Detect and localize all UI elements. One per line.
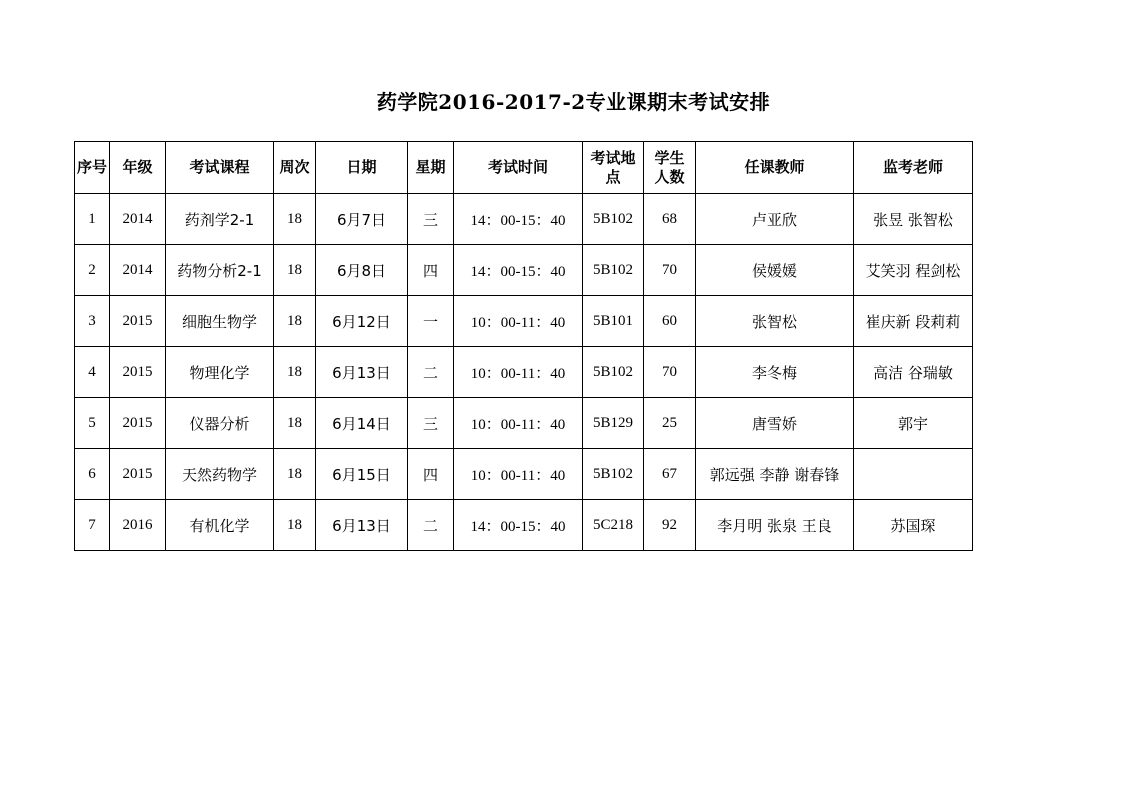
table-row: [75, 449, 973, 500]
cell-course: 天然药物学: [166, 449, 274, 500]
cell-students: 70: [644, 347, 696, 398]
cell-students: 25: [644, 398, 696, 449]
table-row: [75, 296, 973, 347]
cell-teacher: 卢亚欣: [696, 194, 854, 245]
cell-date: 6月13日: [316, 347, 408, 398]
cell-teacher: 唐雪娇: [696, 398, 854, 449]
cell-seq: 5: [75, 398, 110, 449]
exam-schedule-table: [74, 141, 973, 551]
cell-proctor: 艾笑羽 程剑松: [854, 245, 973, 296]
cell-course: 细胞生物学: [166, 296, 274, 347]
cell-students: 68: [644, 194, 696, 245]
header-location: 考试地 点: [583, 142, 644, 194]
cell-weekday: 二: [408, 347, 454, 398]
cell-grade: 2015: [110, 449, 166, 500]
cell-proctor: 苏国琛: [854, 500, 973, 551]
cell-seq: 4: [75, 347, 110, 398]
cell-grade: 2015: [110, 347, 166, 398]
table-row: [75, 500, 973, 551]
table-row: [75, 194, 973, 245]
cell-time: 10：00-11：40: [454, 347, 583, 398]
cell-teacher: 郭远强 李静 谢春锋: [696, 449, 854, 500]
cell-week: 18: [274, 194, 316, 245]
cell-proctor: 崔庆新 段莉莉: [854, 296, 973, 347]
cell-week: 18: [274, 347, 316, 398]
table-row: [75, 398, 973, 449]
cell-grade: 2015: [110, 398, 166, 449]
cell-time: 10：00-11：40: [454, 449, 583, 500]
cell-time: 10：00-11：40: [454, 296, 583, 347]
table-row: [75, 347, 973, 398]
cell-week: 18: [274, 500, 316, 551]
cell-time: 14：00-15：40: [454, 245, 583, 296]
header-grade: 年级: [110, 142, 166, 194]
cell-teacher: 侯媛媛: [696, 245, 854, 296]
cell-students: 92: [644, 500, 696, 551]
cell-students: 60: [644, 296, 696, 347]
cell-location: 5B102: [583, 449, 644, 500]
cell-location: 5B129: [583, 398, 644, 449]
cell-grade: 2014: [110, 245, 166, 296]
header-week: 周次: [274, 142, 316, 194]
cell-date: 6月7日: [316, 194, 408, 245]
cell-course: 药物分析2-1: [166, 245, 274, 296]
cell-course: 有机化学: [166, 500, 274, 551]
cell-time: 14：00-15：40: [454, 194, 583, 245]
cell-students: 70: [644, 245, 696, 296]
cell-location: 5B101: [583, 296, 644, 347]
cell-grade: 2016: [110, 500, 166, 551]
cell-seq: 6: [75, 449, 110, 500]
table-row: [75, 245, 973, 296]
cell-course: 药剂学2-1: [166, 194, 274, 245]
header-proctor: 监考老师: [854, 142, 973, 194]
header-seq: 序号: [75, 142, 110, 194]
cell-date: 6月14日: [316, 398, 408, 449]
cell-weekday: 三: [408, 194, 454, 245]
cell-teacher: 李月明 张泉 王良: [696, 500, 854, 551]
header-students: 学生 人数: [644, 142, 696, 194]
cell-time: 14：00-15：40: [454, 500, 583, 551]
cell-students: 67: [644, 449, 696, 500]
header-course: 考试课程: [166, 142, 274, 194]
cell-seq: 1: [75, 194, 110, 245]
cell-proctor: 高洁 谷瑞敏: [854, 347, 973, 398]
cell-location: 5B102: [583, 194, 644, 245]
cell-date: 6月13日: [316, 500, 408, 551]
cell-location: 5C218: [583, 500, 644, 551]
table-header-row: [75, 142, 973, 194]
cell-proctor: [854, 449, 973, 500]
header-teacher: 任课教师: [696, 142, 854, 194]
cell-date: 6月12日: [316, 296, 408, 347]
cell-week: 18: [274, 449, 316, 500]
cell-week: 18: [274, 398, 316, 449]
cell-weekday: 一: [408, 296, 454, 347]
cell-course: 仪器分析: [166, 398, 274, 449]
header-weekday: 星期: [408, 142, 454, 194]
cell-teacher: 李冬梅: [696, 347, 854, 398]
cell-week: 18: [274, 296, 316, 347]
page-title: 药学院2016-2017-2专业课期末考试安排: [376, 90, 771, 114]
cell-seq: 2: [75, 245, 110, 296]
cell-seq: 3: [75, 296, 110, 347]
header-date: 日期: [316, 142, 408, 194]
cell-date: 6月15日: [316, 449, 408, 500]
cell-time: 10：00-11：40: [454, 398, 583, 449]
cell-location: 5B102: [583, 245, 644, 296]
cell-proctor: 郭宇: [854, 398, 973, 449]
cell-course: 物理化学: [166, 347, 274, 398]
cell-weekday: 三: [408, 398, 454, 449]
cell-grade: 2014: [110, 194, 166, 245]
cell-weekday: 二: [408, 500, 454, 551]
cell-teacher: 张智松: [696, 296, 854, 347]
cell-week: 18: [274, 245, 316, 296]
cell-weekday: 四: [408, 449, 454, 500]
cell-location: 5B102: [583, 347, 644, 398]
header-time: 考试时间: [454, 142, 583, 194]
cell-date: 6月8日: [316, 245, 408, 296]
cell-grade: 2015: [110, 296, 166, 347]
cell-seq: 7: [75, 500, 110, 551]
cell-weekday: 四: [408, 245, 454, 296]
cell-proctor: 张昱 张智松: [854, 194, 973, 245]
